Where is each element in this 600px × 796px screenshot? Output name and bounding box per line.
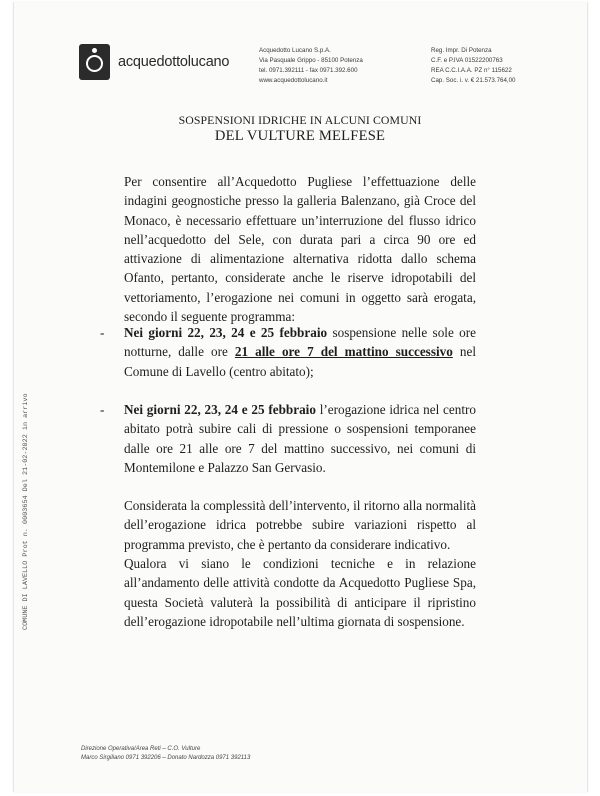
bullet-text: nel Comune di Lavello (centro abitato); (124, 344, 476, 379)
company-street: Via Pasquale Grippo - 85100 Potenza (259, 57, 363, 64)
footer-contacts: Marco Sirgiliano 0971 392206 – Donato Nardozza 0971 392113 (81, 755, 251, 761)
variation-paragraph: Considerata la complessità dell’intervento, il ritorno alla normalità dell’erogazione idrica potrebbe subire variazioni rispetto al programma previsto, che è pertanto da considerare indicativo. (124, 498, 476, 552)
intro-paragraph: Per consentire all’Acquedotto Pugliese l’effettuazione delle indagini geognostiche presso la galleria Balenzano, già Croce del Monaco, è necessario effettuare un’interruzione del flusso idrico nell’acquedotto del Sele, con durata pari a circa 90 ore ed attivazione di alimentazione alternativa ridotta dallo schema Ofanto, pertanto, considerate anche le riserve idropotabili del vettoriamento, l’erogazione nei comuni in oggetto sarà erogata, secondo il seguente programma: (124, 174, 476, 325)
company-name: Acquedotto Lucano S.p.A. (259, 47, 331, 54)
registry-line: Reg. Impr. Di Potenza (431, 47, 492, 54)
bullet-hours: 21 alle ore 7 del mattino successivo (234, 344, 453, 360)
company-registry (431, 46, 551, 86)
document-footer (81, 745, 250, 763)
document-title-line2: DEL VULTURE MELFESE (214, 128, 386, 144)
document-title-line1: SOSPENSIONI IDRICHE IN ALCUNI COMUNI (178, 113, 422, 127)
company-phone: tel. 0971.392111 - fax 0971.392.600 (259, 67, 358, 74)
bullet-text: sospensione nelle sole ore notturne, dalle ore (124, 325, 477, 360)
bullet-dash: - (100, 325, 105, 340)
acquedotto-logo-icon (79, 44, 110, 80)
letterhead (79, 44, 549, 94)
footer-department: Direzione Operativa/Area Reti – C.O. Vulture (81, 746, 201, 752)
bullet-dash: - (100, 402, 105, 417)
company-address (259, 46, 409, 86)
bullet-dates: Nei giorni 22, 23, 24 e 25 febbraio (124, 402, 316, 417)
logo-text: acquedottolucano (118, 54, 230, 70)
company-website: www.acquedottolucano.it (259, 77, 328, 84)
protocol-stamp: COMUNE DI LAVELLO Prot n. 0003654 Del 21-02-2022 in arrivo (22, 393, 30, 630)
registry-line: REA C.C.I.A.A. PZ n° 115622 (431, 67, 512, 74)
registry-line: Cap. Soc. i. v. € 21.573.764,00 (431, 77, 516, 84)
company-logo (79, 44, 229, 80)
restoration-paragraph: Qualora vi siano le condizioni tecniche e in relazione all’andamento delle attività condotte da Acquedotto Pugliese Spa, questa Società valuterà la possibilità di anticipare il ripristino dell’erogazione idropotabile nell’ultima giornata di sospensione. (124, 556, 476, 629)
registry-line: C.F. e P.IVA 01522200763 (431, 57, 503, 64)
bullet-text: l’erogazione idrica nel centro abitato potrà subire cali di pressione o sospensioni temporanee dalle ore 21 alle ore 7 del mattino successivo, nei comuni di Montemilone e Palazzo San Gervasio. (124, 402, 477, 475)
bullet-dates: Nei giorni 22, 23, 24 e 25 febbraio (124, 325, 328, 340)
